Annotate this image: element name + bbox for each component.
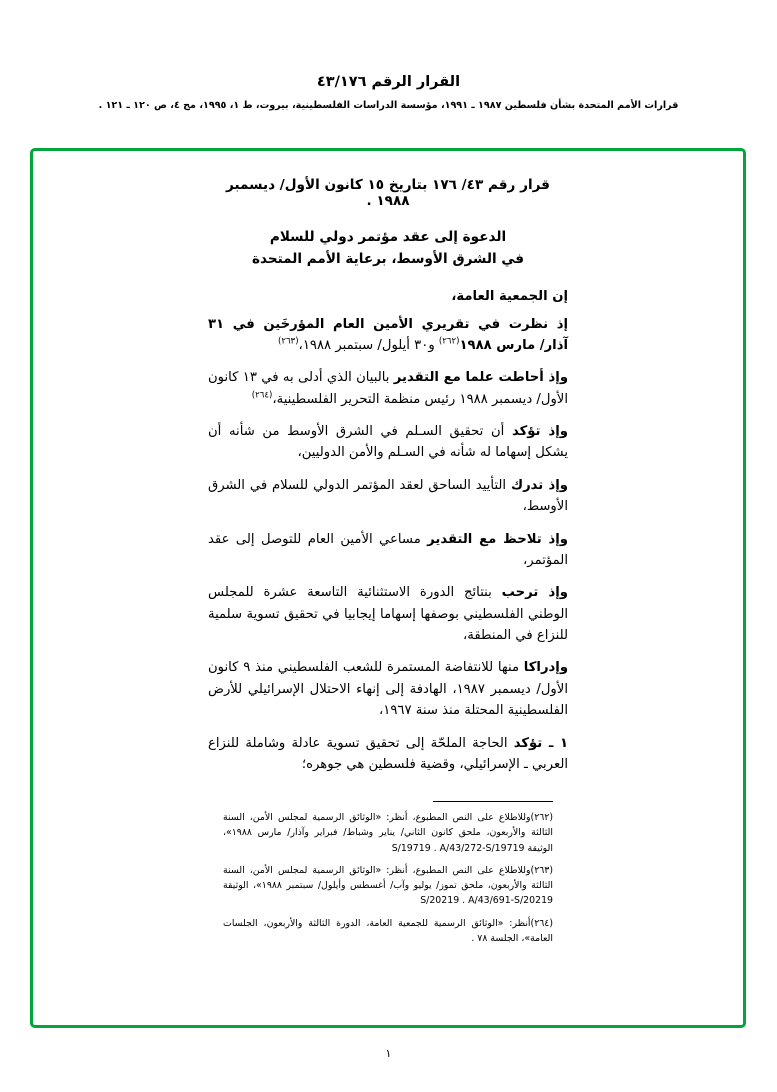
operative-paragraph-1 bbox=[208, 733, 568, 776]
preambular-paragraph-4 bbox=[208, 475, 568, 518]
resolution-title-line-2: في الشرق الأوسط، برعاية الأمم المتحدة bbox=[251, 250, 525, 267]
footnote-separator-rule bbox=[433, 801, 553, 802]
footnote-262-text: وللاطلاع على النص المطبوع، أنظر: «الوثائق الرسمية لمجلس الأمن، السنة الثالثة والأربعون، ملحق كانون الثاني/ يناير وشباط/ فبراير وآذار/ مارس ١٩٨٨»، الوثيقة bbox=[223, 812, 553, 854]
document-header bbox=[0, 74, 777, 111]
source-citation-line: قرارات الأمم المتحدة بشأن فلسطين ١٩٨٧ ـ ١٩٩١، مؤسسة الدراسات الفلسطينية، بيروت، ط ١، ١٩٩٥، مج ٤، ص ١٢٠ ـ ١٢١ . bbox=[98, 100, 679, 111]
preambular-paragraph-2 bbox=[208, 367, 568, 410]
para-1-lead: إذ نظرت في تقريري الأمين العام المؤرخَين في ٣١ آذار/ مارس ١٩٨٨ bbox=[208, 316, 568, 353]
footnote-ref-262: (٢٦٢) bbox=[438, 336, 460, 347]
preambular-paragraph-1 bbox=[208, 314, 568, 357]
para-1-mid: و٣٠ أيلول/ سبتمبر ١٩٨٨، bbox=[298, 337, 439, 353]
preambular-paragraph-3 bbox=[208, 421, 568, 464]
content-area bbox=[33, 177, 743, 953]
resolution-title bbox=[208, 227, 568, 271]
footnote-262-marker: (٢٦٢) bbox=[530, 812, 553, 824]
resolution-heading: قرار رقم ٤٣/ ١٧٦ بتاريخ ١٥ كانون الأول/ ديسمبر ١٩٨٨ . bbox=[226, 177, 550, 209]
footnote-ref-263: (٢٦٣) bbox=[277, 336, 299, 347]
footnote-ref-264: (٢٦٤) bbox=[251, 390, 273, 401]
para-6-rest: بنتائج الدورة الاستثنائية التاسعة عشرة للمجلس الوطني الفلسطيني بوصفها إسهاما إيجابيا في تحقيق تسوية سلمية للنزاع في المنطقة، bbox=[208, 585, 568, 643]
preambular-paragraph-5 bbox=[208, 529, 568, 572]
footnote-264-text: أنظر: «الوثائق الرسمية للجمعية العامة، الدورة الثالثة والأربعون، الجلسات العامة»، الجلسة ٧٨ . bbox=[223, 917, 553, 944]
para-3-lead: وإذ تؤكد bbox=[511, 424, 568, 439]
preambular-paragraph-7 bbox=[208, 657, 568, 721]
para-7-rest: منها للانتفاضة المستمرة للشعب الفلسطيني منذ ٩ كانون الأول/ ديسمبر ١٩٨٧، الهادفة إلى إنهاء الاحتلال الإسرائيلي للأرض الفلسطينية المحتلة منذ سنة ١٩٦٧، bbox=[208, 660, 568, 719]
page-number: ١ bbox=[385, 1047, 392, 1060]
para-4-lead: وإذ تدرك bbox=[510, 477, 568, 493]
footnote-263-doc-code-tail: S/20219 . bbox=[420, 895, 466, 907]
preambular-paragraph-6 bbox=[208, 582, 568, 646]
green-content-frame bbox=[30, 148, 746, 1028]
footnote-263-doc-code: A/43/691-S/20219 bbox=[468, 895, 553, 907]
op-para-1-lead: ١ ـ تؤكد bbox=[513, 735, 568, 751]
para-2-lead: وإذ أحاطت علما مع التقدير bbox=[393, 370, 569, 386]
para-3-rest: أن تحقيق السـلم في الشرق الأوسط من شأنه أن يشكل إسهاما له شأنه في السـلم والأمن الدوليين، bbox=[208, 424, 568, 461]
para-7-lead: وإدراكا bbox=[523, 660, 569, 676]
footnote-263-marker: (٢٦٣) bbox=[530, 864, 553, 876]
op-para-1-rest: الحاجة الملحّة إلى تحقيق تسوية عادلة وشاملة للنزاع العربي ـ الإسرائيلي، وقضية فلسطين هي جوهره؛ bbox=[208, 735, 568, 772]
resolution-number-heading: القرار الرقم ٤٣/١٧٦ bbox=[316, 74, 461, 90]
para-5-rest: مساعي الأمين العام للتوصل إلى عقد المؤتمر، bbox=[208, 531, 568, 568]
footnote-264-marker: (٢٦٤) bbox=[530, 917, 553, 929]
document-body-column bbox=[208, 177, 568, 775]
resolution-title-line-1: الدعوة إلى عقد مؤتمر دولي للسلام bbox=[269, 229, 507, 245]
footnote-262-doc-code: A/43/272-S/19719 bbox=[439, 842, 525, 854]
para-5-lead: وإذ تلاحظ مع التقدير bbox=[427, 531, 568, 547]
footnote-262 bbox=[223, 810, 553, 856]
footnote-264 bbox=[223, 916, 553, 946]
footnote-263-text: وللاطلاع على النص المطبوع، أنظر: «الوثائق الرسمية لمجلس الأمن، السنة الثالثة والأربعون، ملحق تموز/ يوليو وآب/ أغسطس وأيلول/ سبتمبر ١٩٨٨»، الوثيقة bbox=[223, 864, 553, 892]
para-6-lead: وإذ ترحب bbox=[501, 585, 568, 601]
footnote-262-doc-code-tail: S/19719 . bbox=[391, 842, 437, 854]
organ-line: إن الجمعية العامة، bbox=[451, 288, 568, 304]
footnote-263 bbox=[223, 863, 553, 909]
para-4-rest: التأييد الساحق لعقد المؤتمر الدولي للسلام في الشرق الأوسط، bbox=[208, 477, 568, 515]
footnote-area bbox=[223, 801, 553, 946]
para-2-rest: بالبيان الذي أدلى به في ١٣ كانون الأول/ ديسمبر ١٩٨٨ رئيس منظمة التحرير الفلسطينية، bbox=[208, 370, 568, 407]
